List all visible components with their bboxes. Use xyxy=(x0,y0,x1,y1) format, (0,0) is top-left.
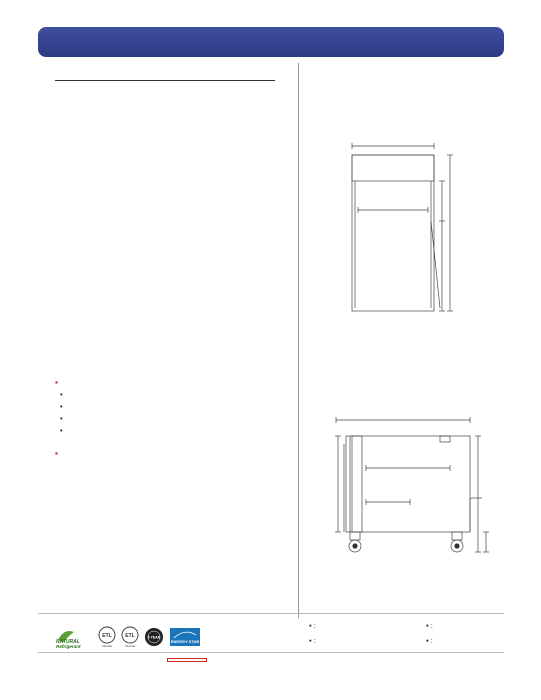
bottom-divider xyxy=(38,613,504,614)
feature-item: • xyxy=(60,416,63,423)
optional-accessories-heading xyxy=(55,448,60,458)
svg-text:NATURAL: NATURAL xyxy=(56,639,80,645)
contact-turbo-air: ▪ : xyxy=(309,621,316,630)
svg-text:ETL: ETL xyxy=(125,633,135,639)
side-view-drawing xyxy=(310,408,510,578)
contact-warranty: ▪ : xyxy=(309,636,316,645)
feature-item: • xyxy=(60,428,63,435)
contact-gk: ▪ : xyxy=(426,621,433,630)
etl-sanitation-logo xyxy=(120,626,140,648)
contact-ac: ▪ : xyxy=(426,636,433,645)
standard-features-heading xyxy=(55,377,60,387)
natural-refrigerant-logo xyxy=(54,626,92,648)
warranty-badge-logo xyxy=(143,626,165,648)
svg-text:Intertek: Intertek xyxy=(101,644,113,648)
model-underline xyxy=(55,80,275,81)
feature-item: • xyxy=(60,392,63,399)
svg-text:5 YEAR: 5 YEAR xyxy=(147,635,161,640)
column-divider xyxy=(298,63,299,618)
top-view-drawing xyxy=(300,130,500,330)
svg-text:ETL: ETL xyxy=(102,633,112,639)
german-knife-logo xyxy=(167,658,207,662)
footer-divider xyxy=(38,652,504,653)
square-bullet-icon: ▪ xyxy=(55,377,59,387)
square-bullet-icon: ▪ xyxy=(55,448,59,458)
svg-text:Intertek: Intertek xyxy=(124,644,136,648)
feature-item: • xyxy=(60,404,63,411)
svg-text:Refrigerant: Refrigerant xyxy=(56,644,81,649)
energy-star-logo xyxy=(168,626,202,648)
etl-logo xyxy=(97,626,117,648)
header-banner xyxy=(38,27,504,57)
svg-text:ENERGY STAR: ENERGY STAR xyxy=(170,639,200,644)
